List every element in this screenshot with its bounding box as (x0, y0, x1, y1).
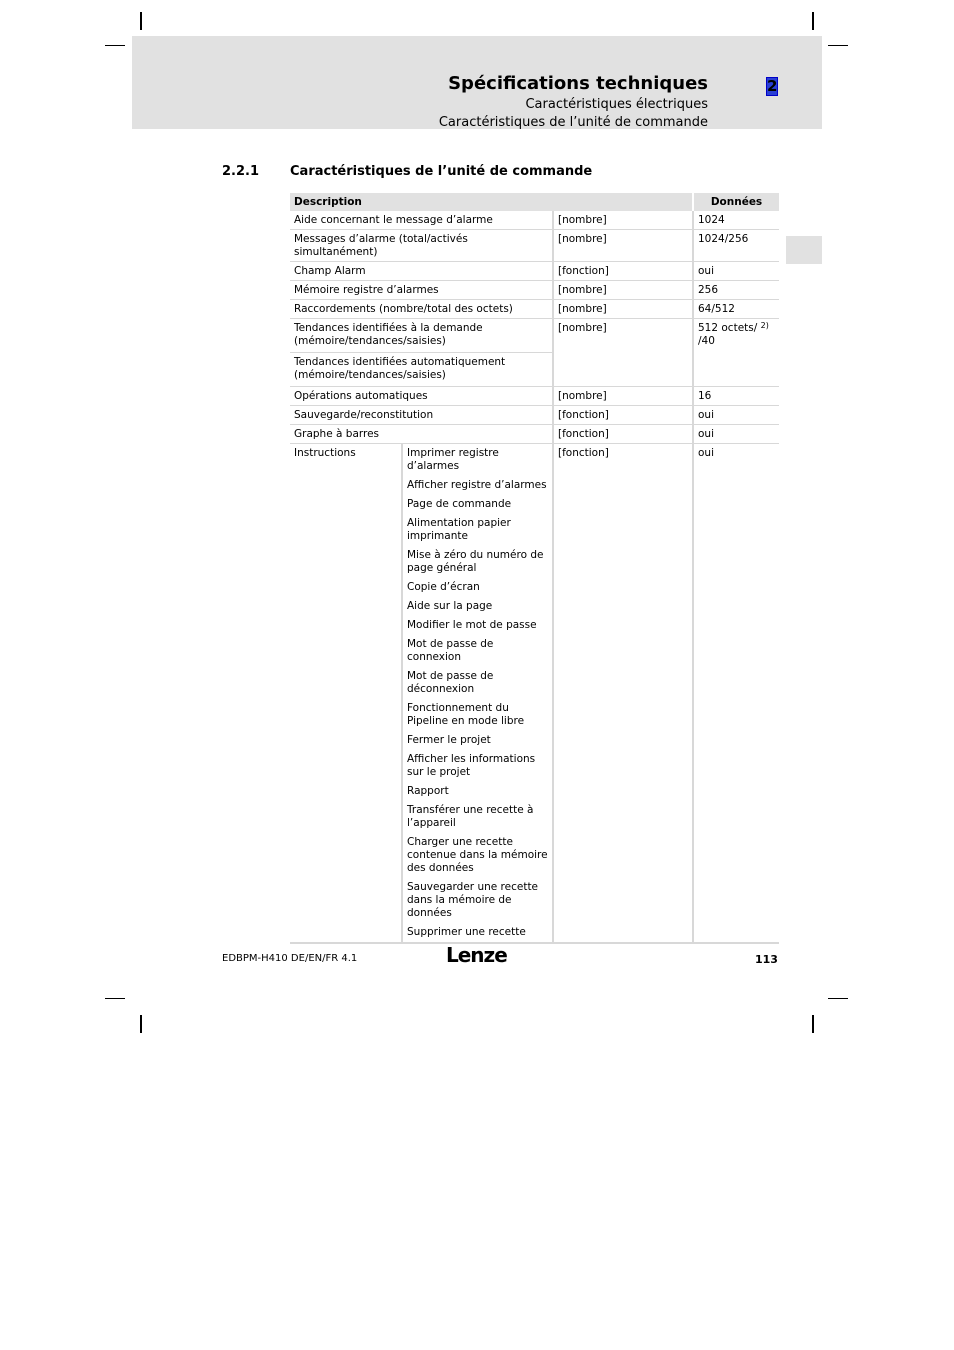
row-value: 1024 (693, 211, 779, 230)
document-code: EDBPM-H410 DE/EN/FR 4.1 (222, 953, 358, 964)
table-row (290, 387, 779, 406)
instruction-item: Mise à zéro du numéro de page général (407, 549, 544, 574)
lenze-logo: Lenze (446, 943, 507, 967)
row-description: Raccordements (nombre/total des octets) (290, 300, 553, 319)
page-subtitle: Caractéristiques électriques (525, 97, 708, 112)
row-type: [nombre] (553, 230, 693, 262)
instruction-item: Afficher les informations sur le projet (407, 753, 536, 778)
instruction-item: Copie d’écran (407, 581, 480, 593)
crop-mark (105, 45, 125, 46)
chapter-number: 2 (767, 77, 778, 95)
row-type: [nombre] (553, 281, 693, 300)
instructions-list-cell (402, 444, 553, 944)
row-value: 16 (693, 387, 779, 406)
row-type: [nombre] (553, 300, 693, 319)
row-value: oui (693, 425, 779, 444)
table-row-trends (290, 319, 779, 353)
crop-mark (105, 998, 125, 999)
instruction-item: Mot de passe de déconnexion (407, 670, 494, 695)
page-subtitle-2: Caractéristiques de l’unité de commande (438, 115, 708, 130)
row-value: oui (693, 444, 779, 944)
instruction-item: Rapport (407, 785, 449, 797)
header-data: Données (693, 193, 779, 211)
row-type: [fonction] (553, 425, 693, 444)
table-row (290, 230, 779, 262)
instruction-item: Imprimer registre d’alarmes (407, 447, 499, 472)
crop-mark (140, 1015, 142, 1033)
row-type: [fonction] (553, 262, 693, 281)
table-row (290, 211, 779, 230)
crop-mark (812, 1015, 814, 1033)
row-type: [nombre] (553, 211, 693, 230)
trends-value-2: /40 (698, 335, 715, 347)
table-row (290, 300, 779, 319)
table-row (290, 281, 779, 300)
instruction-item: Sauvegarder une recette dans la mémoire de données (407, 881, 539, 919)
table-row-instructions (290, 444, 779, 944)
row-value: 1024/256 (693, 230, 779, 262)
instruction-item: Charger une recette contenue dans la mémoire des données (407, 836, 548, 874)
spec-table (290, 193, 779, 944)
trends-value: 512 octets/ (698, 322, 758, 334)
instruction-item: Fermer le projet (407, 734, 491, 746)
header-description: Description (290, 193, 693, 211)
instruction-item: Mot de passe de connexion (407, 638, 494, 663)
row-description: Messages d’alarme (total/activés simultanément) (290, 230, 553, 262)
table-row (290, 262, 779, 281)
row-type: [fonction] (553, 444, 693, 944)
side-tab (786, 236, 822, 264)
instruction-item: Fonctionnement du Pipeline en mode libre (407, 702, 525, 727)
row-type: [nombre] (553, 387, 693, 406)
row-description: Graphe à barres (290, 425, 553, 444)
instruction-item: Afficher registre d’alarmes (407, 479, 547, 491)
row-value: oui (693, 406, 779, 425)
row-value: oui (693, 262, 779, 281)
page-title: Spécifications techniques (448, 73, 708, 94)
section-number: 2.2.1 (222, 164, 260, 179)
row-type: [nombre] (553, 319, 693, 387)
instruction-item: Modifier le mot de passe (407, 619, 537, 631)
page-number: 113 (755, 953, 778, 966)
row-description: Mémoire registre d’alarmes (290, 281, 553, 300)
row-value (693, 319, 779, 387)
row-description: Sauvegarde/reconstitution (290, 406, 553, 425)
instructions-list (403, 444, 552, 942)
instruction-item: Aide sur la page (407, 600, 493, 612)
crop-mark (140, 12, 142, 30)
row-value: 64/512 (693, 300, 779, 319)
row-description: Tendances identifiées à la demande (mémoire/tendances/saisies) (290, 319, 553, 353)
instruction-item: Alimentation papier imprimante (407, 517, 511, 542)
footnote-marker: 2) (760, 321, 769, 330)
row-value: 256 (693, 281, 779, 300)
instructions-label: Instructions (290, 444, 402, 944)
table-row (290, 406, 779, 425)
row-description: Aide concernant le message d’alarme (290, 211, 553, 230)
section-title: Caractéristiques de l’unité de commande (290, 164, 593, 179)
table-row (290, 425, 779, 444)
row-description: Champ Alarm (290, 262, 553, 281)
instruction-item: Supprimer une recette (407, 926, 526, 938)
crop-mark (828, 45, 848, 46)
instruction-item: Page de commande (407, 498, 512, 510)
crop-mark (812, 12, 814, 30)
row-type: [fonction] (553, 406, 693, 425)
crop-mark (828, 998, 848, 999)
instruction-item: Transférer une recette à l’appareil (407, 804, 534, 829)
row-description: Tendances identifiées automatiquement (mémoire/tendances/saisies) (290, 353, 553, 387)
table-header-row (290, 193, 779, 211)
row-description: Opérations automatiques (290, 387, 553, 406)
